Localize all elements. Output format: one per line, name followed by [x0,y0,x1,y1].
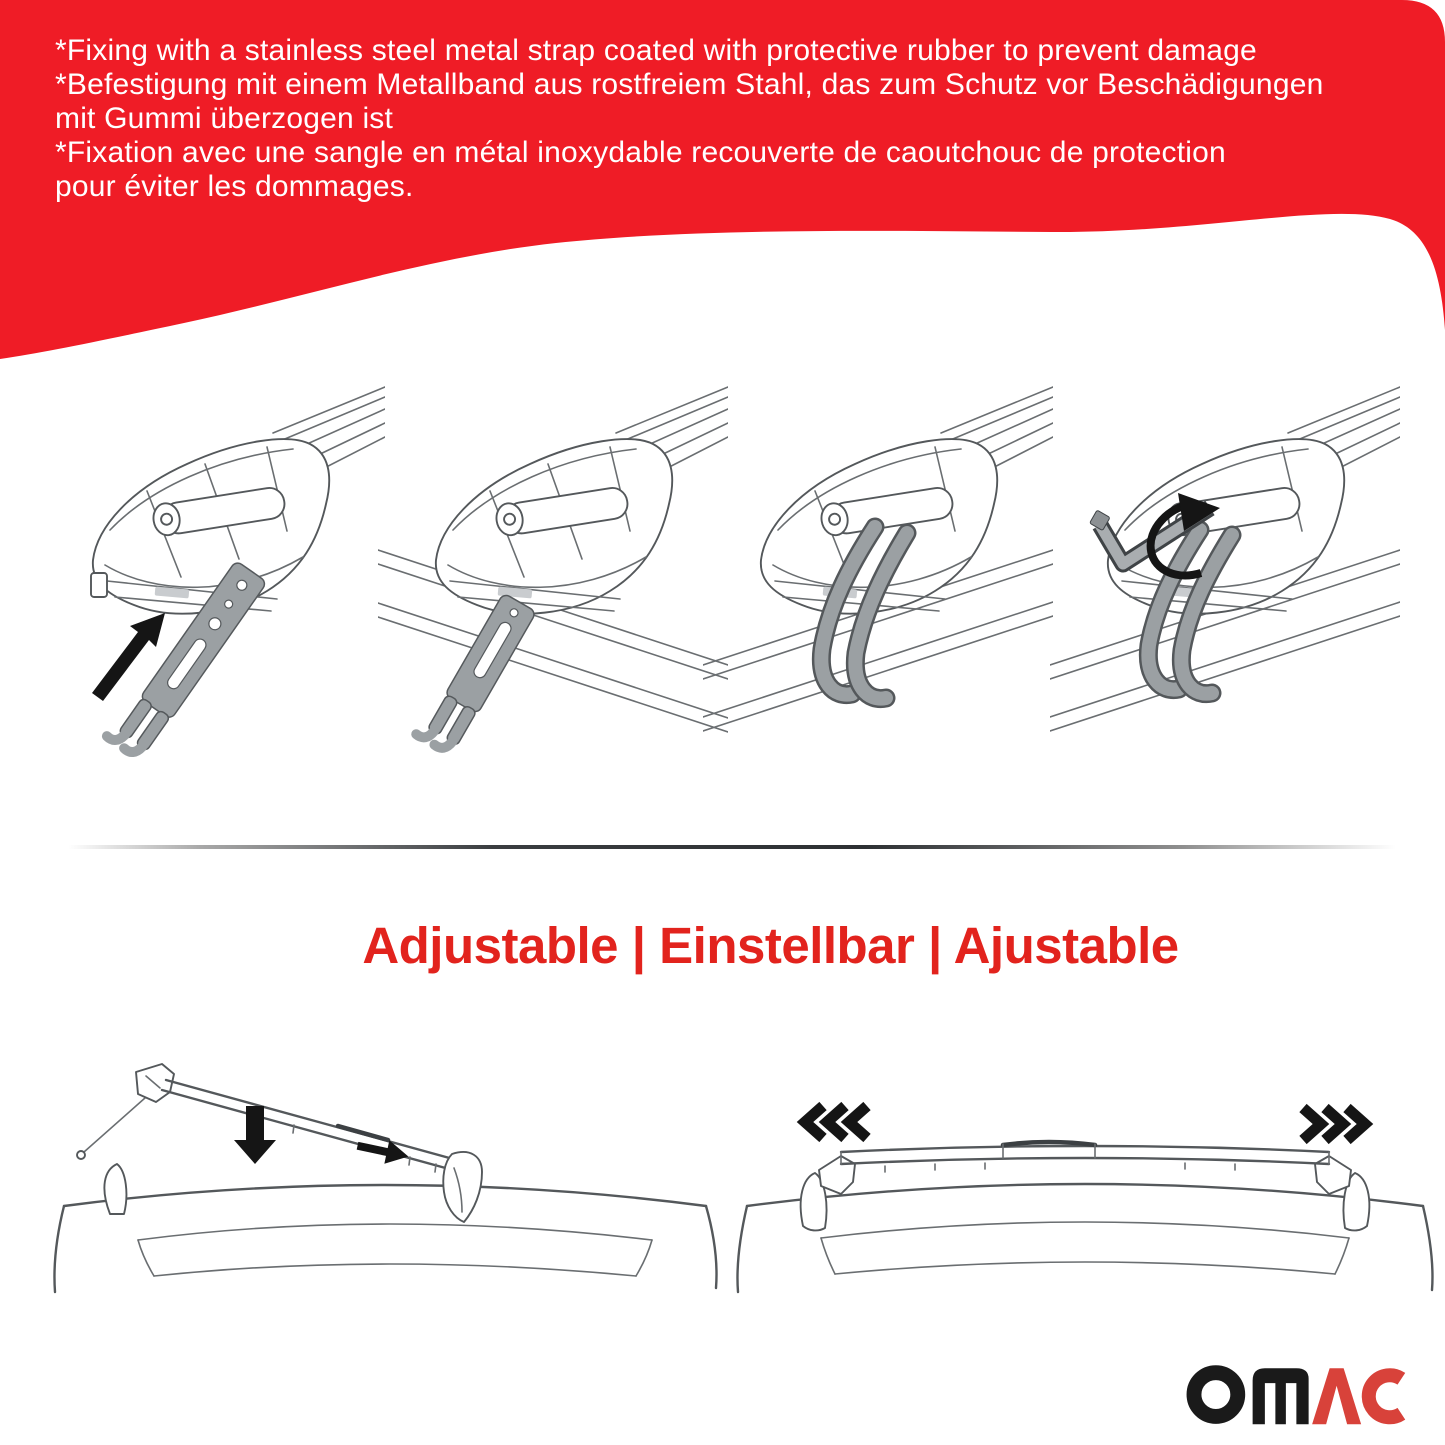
adjustable-heading: Adjustable | Einstellbar | Ajustable [362,917,1179,974]
metal-strap-inserted [416,590,536,755]
logo-letter-o [1194,1373,1238,1417]
down-arrow-icon [234,1106,276,1164]
step-4-illustration [1050,345,1400,775]
section-divider [68,845,1396,849]
omac-logo [1186,1356,1419,1426]
banner-line-de-1: *Befestigung mit einem Metallband aus rostfreiem Stahl, das zum Schutz vor Beschädigungen [55,68,1324,101]
roof-rack-foot [1108,439,1344,614]
logo-letter-m [1253,1368,1309,1424]
car-roof [737,1184,1432,1292]
step-3-illustration [703,345,1053,775]
extend-left-chevrons-icon [805,1106,867,1138]
roof-rack-foot [91,439,329,614]
banner-line-en: *Fixing with a stainless steel metal strap coated with protective rubber to prevent damage [55,34,1257,67]
banner-line-fr-2: pour éviter les dommages. [55,170,414,203]
banner-text [55,34,1405,204]
banner-line-fr-1: *Fixation avec une sangle en métal inoxydable recouverte de caoutchouc de protection [55,136,1226,169]
logo-letter-c [1369,1375,1402,1417]
roof-rack-foot [436,439,672,614]
step-2-illustration [378,345,728,775]
crossbar-adjustment-illustration [735,1078,1435,1313]
extend-right-chevrons-icon [1303,1108,1365,1140]
antenna-fin [104,1164,126,1214]
step-1-illustration [35,345,385,775]
car-roof [54,1164,716,1292]
logo-letter-a [1312,1368,1361,1424]
crossbar-placement-illustration [50,1048,720,1308]
crossbar-mounted [801,1142,1370,1230]
banner-line-de-2: mit Gummi überzogen ist [55,102,394,135]
